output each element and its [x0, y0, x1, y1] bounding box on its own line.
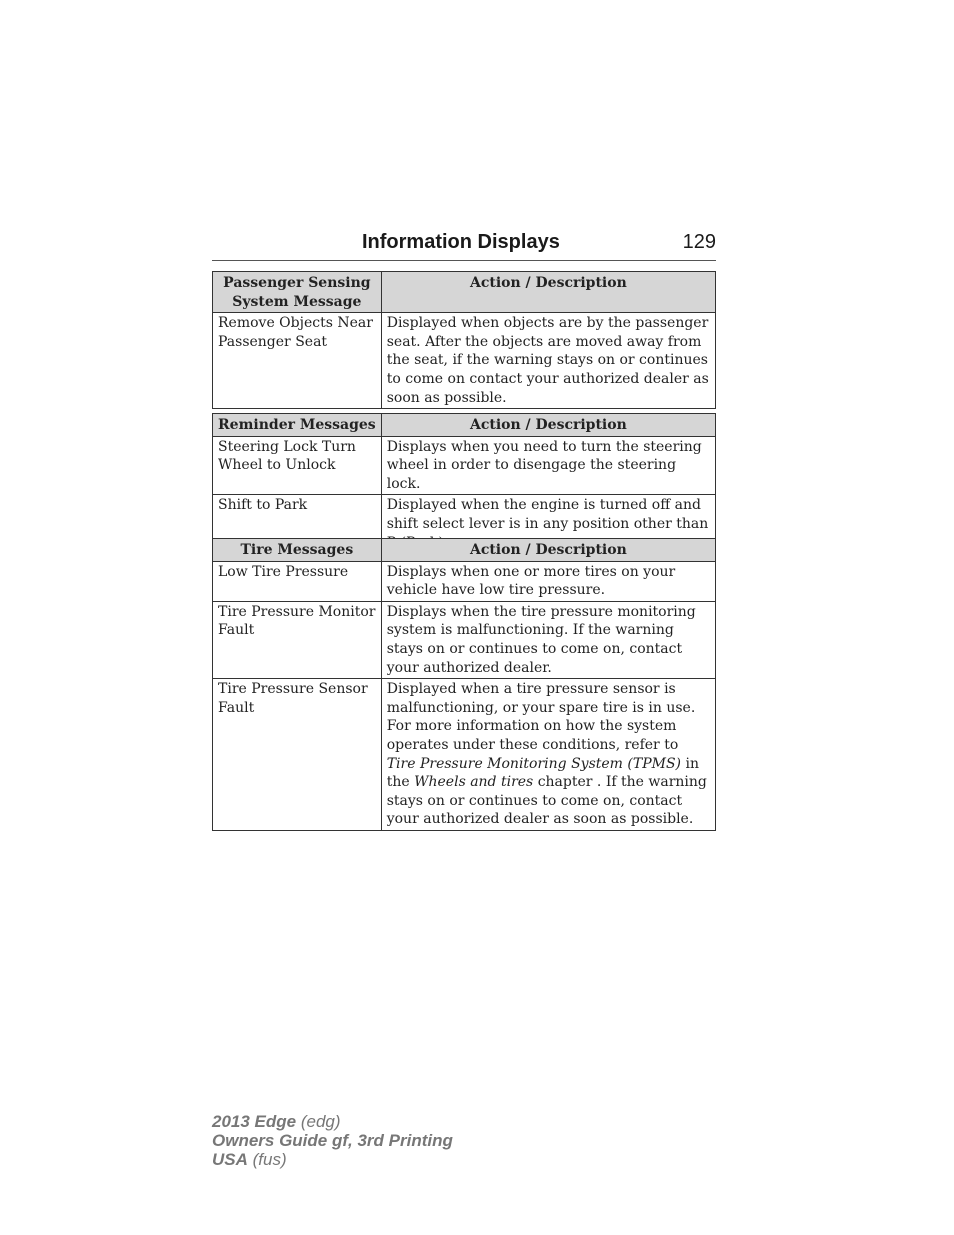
- footer-market: USA: [212, 1150, 248, 1169]
- message-cell: Shift to Park: [213, 495, 382, 555]
- table-row: [213, 601, 716, 678]
- table-header-row: [213, 414, 716, 437]
- footer-guide-line: [212, 1131, 453, 1150]
- description-cell: Displayed when the engine is turned off and shift select lever is in any position other than: [381, 495, 715, 555]
- section-title: Information Displays: [362, 231, 560, 253]
- footer-guide: Owners Guide gf, 3rd Printing: [212, 1131, 453, 1150]
- message-cell: Tire Pressure Sensor Fault: [213, 679, 382, 831]
- message-cell: Tire Pressure Monitor Fault: [213, 601, 382, 678]
- footer-model: 2013 Edge: [212, 1112, 297, 1131]
- column-header-description: Action / Description: [381, 272, 715, 313]
- reminder-messages-table: [212, 413, 716, 555]
- table-header-row: [213, 539, 716, 562]
- tire-messages-table: [212, 538, 716, 831]
- table-row: [213, 561, 716, 601]
- footer-market-code: (fus): [252, 1150, 287, 1169]
- column-header-message: Tire Messages: [213, 539, 382, 562]
- page-number: 129: [682, 231, 716, 253]
- description-cell: Displays when you need to turn the steering wheel in order to disengage the steering lock.: [381, 436, 715, 495]
- description-text: in the: [386, 755, 699, 791]
- tpms-section-reference: Tire Pressure Monitoring System (TPMS): [386, 755, 682, 772]
- message-cell: Remove Objects Near Passenger Seat: [213, 313, 382, 409]
- description-text: Displayed when a tire pressure sensor is malfunctioning, or your spare tire is in use. For more information on how the system operates under these conditions, refer to: [386, 681, 696, 753]
- wheels-chapter-reference: Wheels and tires: [414, 774, 534, 791]
- table-row: [213, 679, 716, 831]
- description-cell: Displayed when objects are by the passenger seat. After the objects are moved away from the seat, if the warning stays on or continues to come on contact your authorized dealer as soon as possible.: [381, 313, 715, 409]
- message-cell: Low Tire Pressure: [213, 561, 382, 601]
- footer-model-code: (edg): [300, 1112, 341, 1131]
- table-row: [213, 313, 716, 409]
- description-cell: [381, 679, 715, 831]
- footer-market-line: [212, 1150, 453, 1169]
- message-cell: Steering Lock Turn Wheel to Unlock: [213, 436, 382, 495]
- column-header-message: Reminder Messages: [213, 414, 382, 437]
- page-footer: [212, 1112, 453, 1169]
- column-header-description: Action / Description: [381, 539, 715, 562]
- passenger-sensing-table: [212, 271, 716, 409]
- description-text: chapter . If the warning stays on or continues to come on, contact your authorized dealer as soon as possible.: [386, 774, 707, 828]
- table-row: [213, 436, 716, 495]
- column-header-message: Passenger Sensing System Message: [213, 272, 382, 313]
- table-header-row: [213, 272, 716, 313]
- column-header-description: Action / Description: [381, 414, 715, 437]
- footer-model-line: [212, 1112, 453, 1131]
- description-cell: Displays when the tire pressure monitoring system is malfunctioning. If the warning stays on or continues to come on, contact your authorized dealer.: [381, 601, 715, 678]
- page-header: [212, 228, 716, 261]
- description-cell: Displays when one or more tires on your vehicle have low tire pressure.: [381, 561, 715, 601]
